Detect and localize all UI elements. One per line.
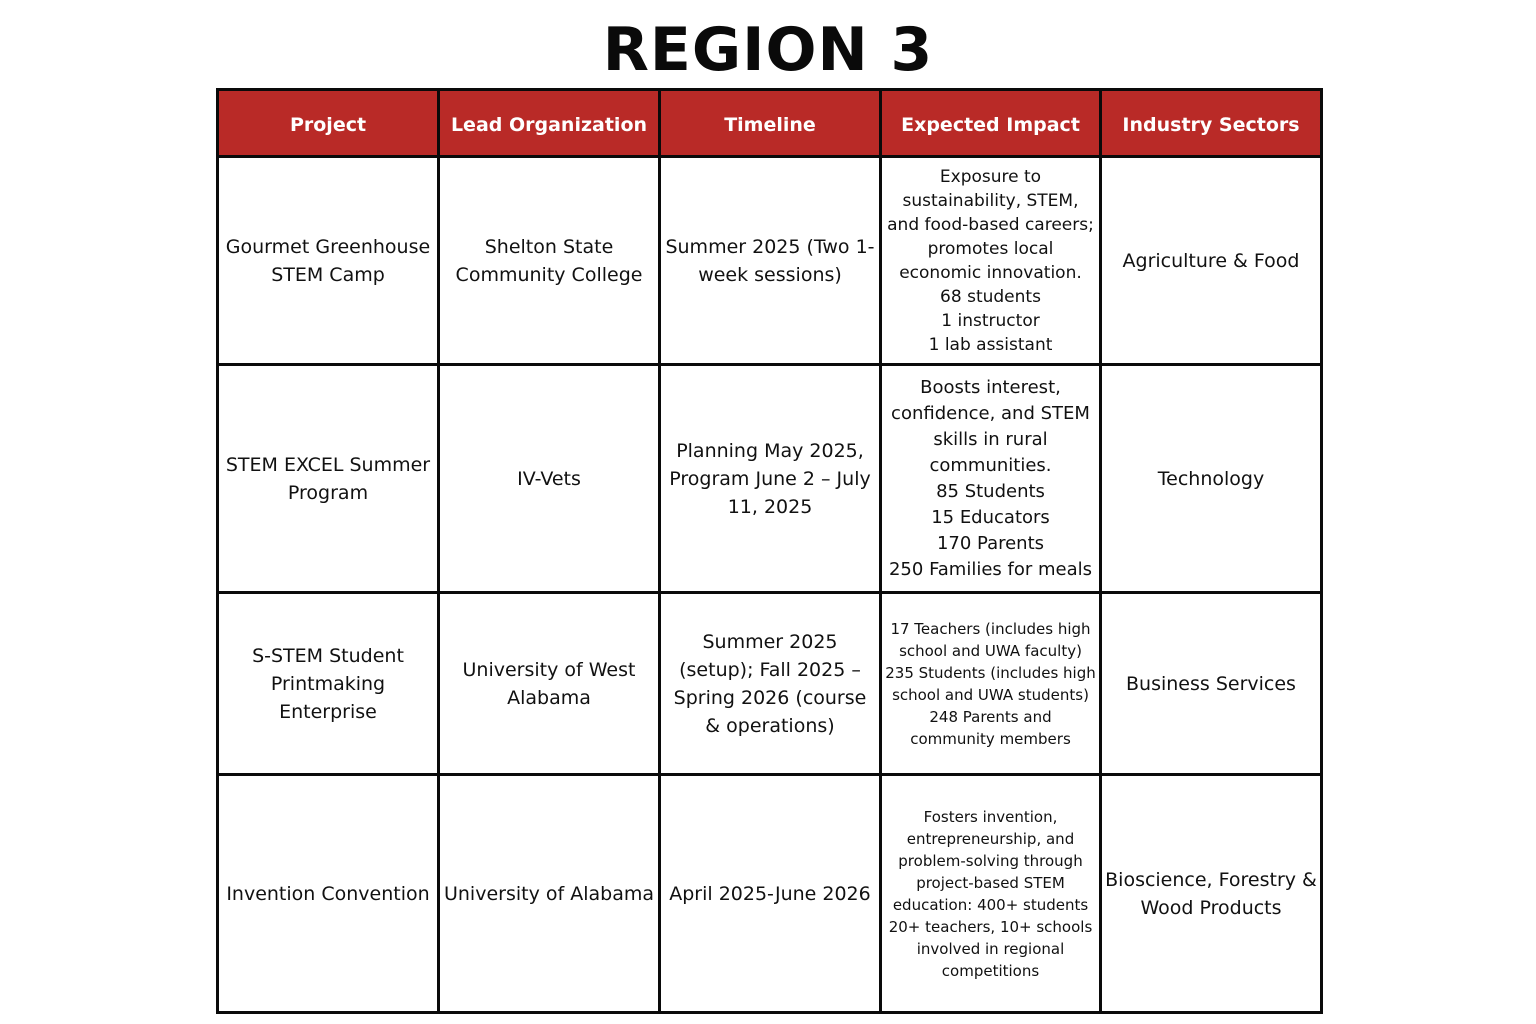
- cell-project: STEM EXCEL Summer Program: [218, 365, 439, 593]
- impact-line: 1 lab assistant: [928, 334, 1053, 355]
- cell-timeline: Summer 2025 (Two 1-week sessions): [660, 157, 881, 365]
- cell-industry-sectors: Business Services: [1101, 593, 1322, 775]
- cell-industry-sectors: Agriculture & Food: [1101, 157, 1322, 365]
- cell-timeline: Planning May 2025, Program June 2 – July 11, 2025: [660, 365, 881, 593]
- column-header-expected-impact: Expected Impact: [881, 90, 1101, 157]
- impact-line: 68 students: [940, 286, 1041, 307]
- cell-expected-impact: [881, 157, 1101, 365]
- cell-lead-organization: University of Alabama: [439, 775, 660, 1013]
- impact-line: 250 Families for meals: [888, 558, 1092, 580]
- table-row: [218, 157, 1322, 365]
- impact-line: Exposure to sustainability, STEM, and food-based careers; promotes local economic innovation.: [887, 166, 1094, 283]
- table-row: [218, 365, 1322, 593]
- impact-line: Boosts interest, confidence, and STEM skills in rural communities.: [891, 376, 1090, 476]
- cell-expected-impact: [881, 365, 1101, 593]
- impact-line: 1 instructor: [941, 310, 1040, 331]
- impact-line: 85 Students: [936, 480, 1045, 502]
- cell-lead-organization: Shelton State Community College: [439, 157, 660, 365]
- impact-line: 170 Parents: [936, 532, 1045, 554]
- cell-expected-impact: [881, 593, 1101, 775]
- column-header-industry-sectors: Industry Sectors: [1101, 90, 1322, 157]
- impact-line: 235 Students (includes high school and UWA students): [885, 663, 1096, 704]
- table-row: [218, 593, 1322, 775]
- cell-industry-sectors: Technology: [1101, 365, 1322, 593]
- cell-project: Invention Convention: [218, 775, 439, 1013]
- cell-timeline: Summer 2025 (setup); Fall 2025 – Spring 2026 (course & operations): [660, 593, 881, 775]
- impact-line: 17 Teachers (includes high school and UWA faculty): [890, 619, 1091, 660]
- cell-lead-organization: IV-Vets: [439, 365, 660, 593]
- cell-timeline: April 2025-June 2026: [660, 775, 881, 1013]
- page-title: REGION 3: [602, 15, 934, 85]
- table-header-row: [218, 90, 1322, 157]
- cell-project: S-STEM Student Printmaking Enterprise: [218, 593, 439, 775]
- cell-industry-sectors: Bioscience, Forestry & Wood Products: [1101, 775, 1322, 1013]
- column-header-lead-organization: Lead Organization: [439, 90, 660, 157]
- impact-line: Fosters invention, entrepreneurship, and problem-solving through project-based STEM education: 400+ students 20+ teachers, 10+ schools involved in regional competitions: [888, 807, 1093, 980]
- table-row: [218, 775, 1322, 1013]
- cell-lead-organization: University of West Alabama: [439, 593, 660, 775]
- column-header-timeline: Timeline: [660, 90, 881, 157]
- cell-project: Gourmet Greenhouse STEM Camp: [218, 157, 439, 365]
- impact-line: 248 Parents and community members: [910, 707, 1071, 748]
- cell-expected-impact: [881, 775, 1101, 1013]
- impact-line: 15 Educators: [931, 506, 1050, 528]
- projects-table: [216, 88, 1323, 1014]
- column-header-project: Project: [218, 90, 439, 157]
